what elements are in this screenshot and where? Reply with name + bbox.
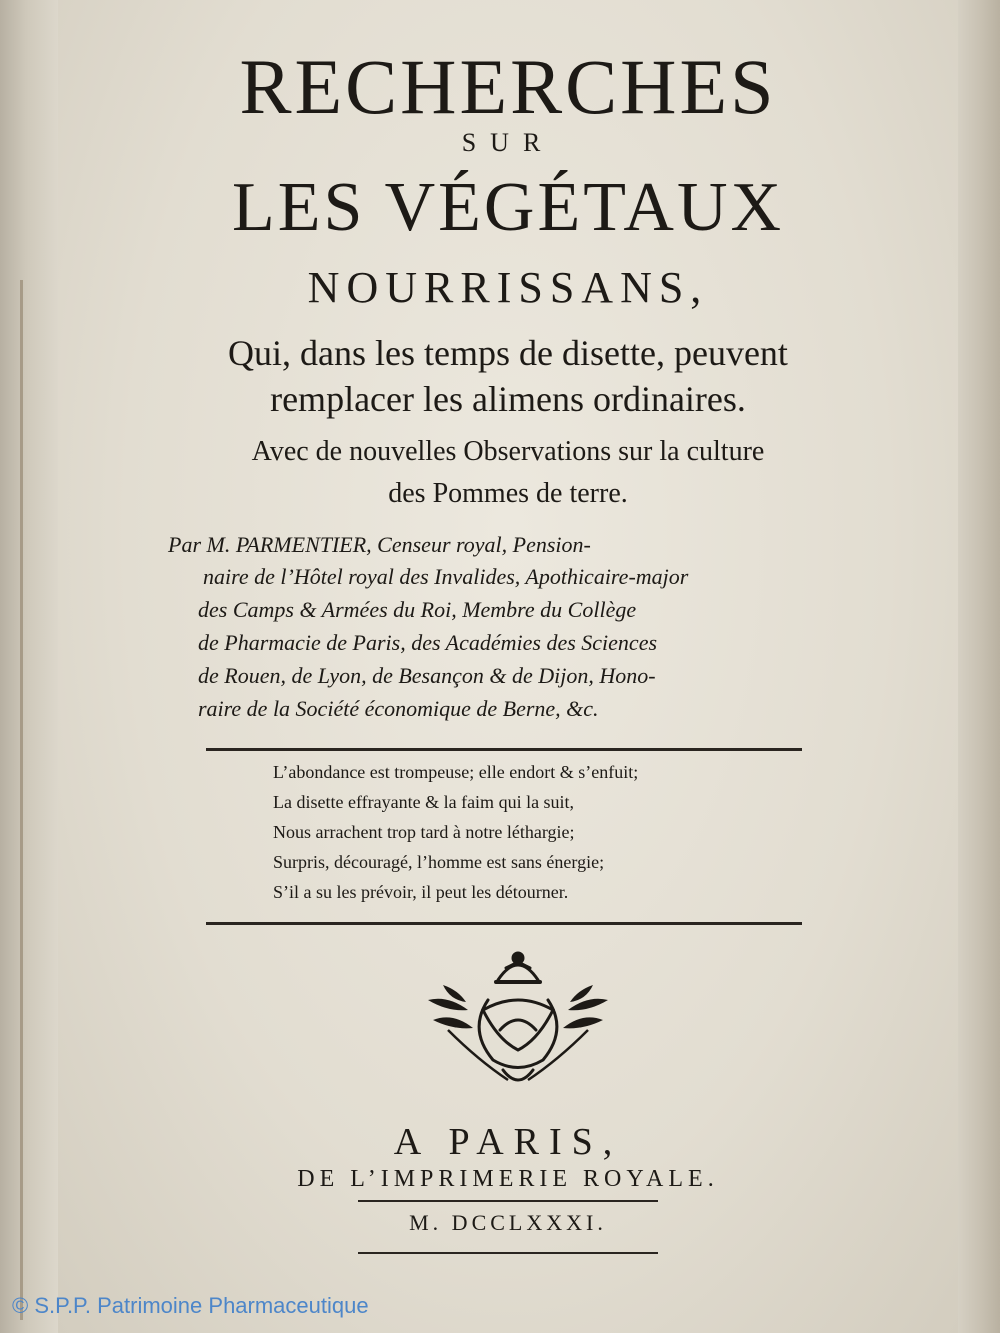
- date-rule-bottom: [358, 1252, 658, 1254]
- epigraph-line-3: Nous arrachent trop tard à notre léthargie;: [273, 822, 575, 842]
- binding-stitch-line: [20, 280, 23, 1320]
- page-edge: [952, 0, 1000, 1333]
- divider-rule-bottom: [206, 922, 802, 925]
- title-page: [58, 0, 958, 1333]
- epigraph-line-2: La disette effrayante & la faim qui la suit,: [273, 792, 575, 812]
- copyright-watermark: © S.P.P. Patrimoine Pharmaceutique: [12, 1293, 369, 1318]
- binding-gutter: [0, 0, 60, 1333]
- imprint-date: M. DCCLXXXI.: [409, 1210, 607, 1235]
- imprint-place: A PARIS,: [393, 1121, 623, 1163]
- author-line-3: des Camps & Armées du Roi, Membre du Collège: [198, 597, 637, 622]
- subtitle-line-1: Qui, dans les temps de disette, peuvent: [228, 333, 788, 373]
- title-nourrissans: NOURRISSANS,: [307, 263, 709, 312]
- author-line-4: de Pharmacie de Paris, des Académies des Sciences: [198, 630, 658, 655]
- epigraph-line-1: L’abondance est trompeuse; elle endort & s’enfuit;: [273, 762, 639, 782]
- divider-rule-top: [206, 748, 802, 751]
- author-line-1: Par M. PARMENTIER, Censeur royal, Pension-: [168, 532, 591, 557]
- subtitle-line-2: remplacer les alimens ordinaires.: [270, 379, 746, 419]
- imprint-printer: DE L’IMPRIMERIE ROYALE.: [297, 1166, 719, 1192]
- author-line-6: raire de la Société économique de Berne, &c.: [198, 696, 599, 721]
- epigraph-line-5: S’il a su les prévoir, il peut les détourner.: [273, 882, 569, 902]
- main-title: RECHERCHES: [239, 43, 777, 130]
- subtitle-line-4: des Pommes de terre.: [388, 478, 628, 509]
- author-line-5: de Rouen, de Lyon, de Besançon & de Dijon, Hono-: [198, 663, 656, 688]
- author-line-2: naire de l’Hôtel royal des Invalides, Apothicaire-major: [203, 564, 689, 589]
- title-sur: SUR: [461, 128, 555, 157]
- subtitle-line-3: Avec de nouvelles Observations sur la culture: [251, 436, 765, 467]
- epigraph-line-4: Surpris, découragé, l’homme est sans énergie;: [273, 852, 605, 872]
- title-les-vegetaux: LES VÉGÉTAUX: [231, 169, 785, 246]
- royal-crown-ornament-icon: [388, 940, 648, 1100]
- date-rule-top: [358, 1200, 658, 1202]
